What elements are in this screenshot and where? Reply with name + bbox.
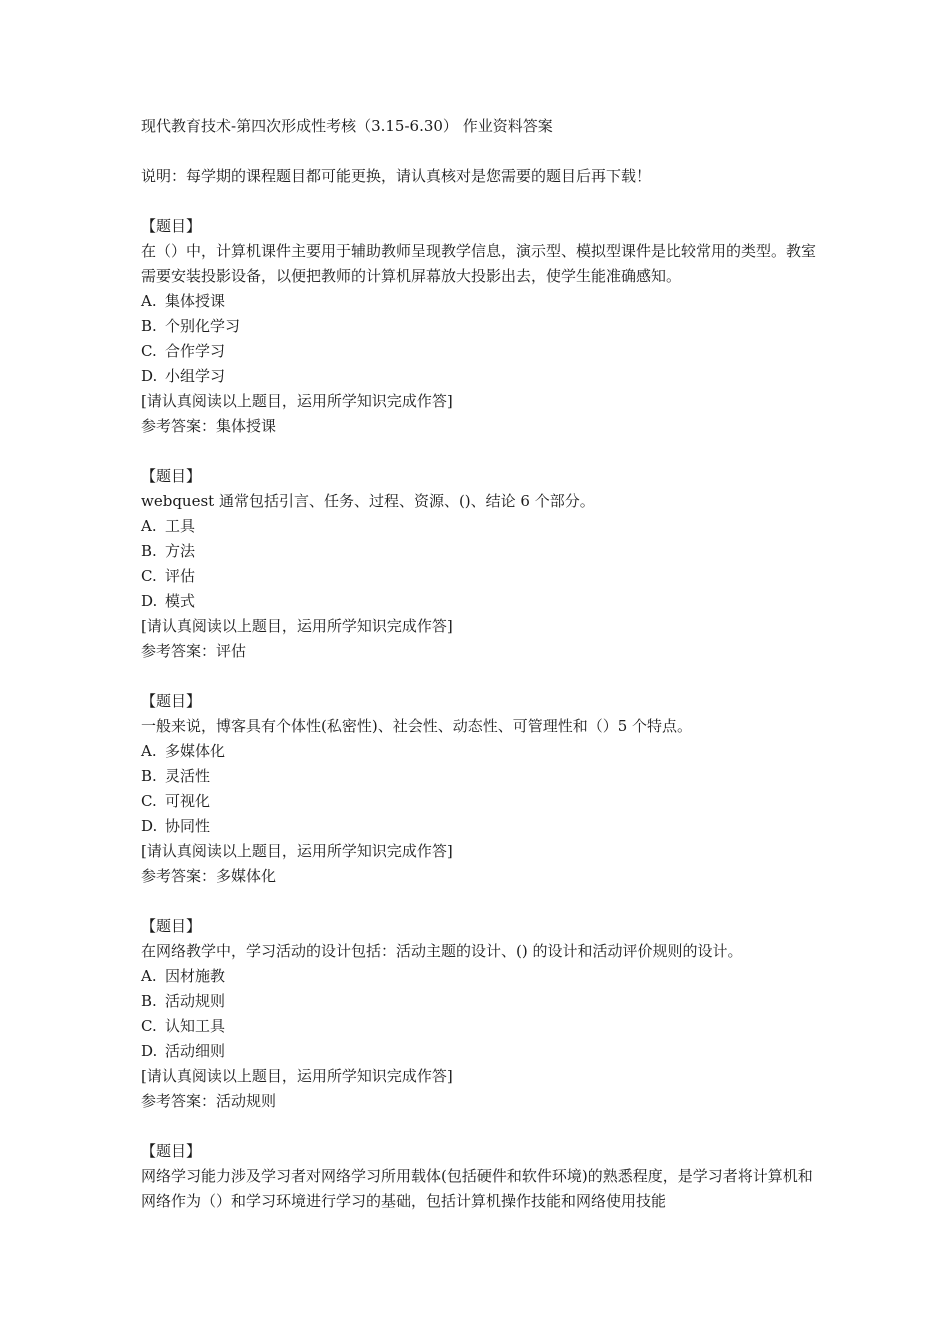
document-page	[141, 114, 821, 1239]
option-d	[141, 589, 821, 614]
reference-answer: 参考答案：评估	[141, 642, 247, 660]
option-b	[141, 989, 821, 1014]
question-heading: 【题目】	[141, 1142, 202, 1160]
option-letter: B.	[141, 317, 157, 335]
question-1	[141, 214, 821, 439]
option-c	[141, 564, 821, 589]
option-a	[141, 964, 821, 989]
option-d	[141, 814, 821, 839]
option-d	[141, 364, 821, 389]
option-letter: A.	[141, 292, 157, 310]
question-instruction: [请认真阅读以上题目，运用所学知识完成作答]	[141, 617, 453, 635]
option-c	[141, 1014, 821, 1039]
option-letter: A.	[141, 517, 157, 535]
option-text: 小组学习	[165, 367, 226, 385]
download-note: 说明：每学期的课程题目都可能更换，请认真核对是您需要的题目后再下载！	[141, 167, 652, 185]
option-letter: C.	[141, 1017, 157, 1035]
option-b	[141, 764, 821, 789]
option-a	[141, 514, 821, 539]
question-heading: 【题目】	[141, 692, 202, 710]
question-3	[141, 689, 821, 889]
option-letter: A.	[141, 742, 157, 760]
option-text: 模式	[165, 592, 196, 610]
option-text: 活动细则	[165, 1042, 226, 1060]
option-letter: C.	[141, 792, 157, 810]
option-text: 协同性	[165, 817, 211, 835]
option-letter: B.	[141, 542, 157, 560]
reference-answer: 参考答案：活动规则	[141, 1092, 277, 1110]
option-text: 多媒体化	[165, 742, 226, 760]
option-text: 因材施教	[165, 967, 226, 985]
question-heading: 【题目】	[141, 917, 202, 935]
question-stem: webquest 通常包括引言、任务、过程、资源、()、结论 6 个部分。	[141, 492, 595, 510]
option-d	[141, 1039, 821, 1064]
option-text: 个别化学习	[165, 317, 241, 335]
option-letter: C.	[141, 342, 157, 360]
option-b	[141, 314, 821, 339]
option-letter: D.	[141, 367, 158, 385]
option-text: 评估	[165, 567, 196, 585]
question-heading: 【题目】	[141, 217, 202, 235]
question-instruction: [请认真阅读以上题目，运用所学知识完成作答]	[141, 842, 453, 860]
option-b	[141, 539, 821, 564]
option-text: 可视化	[165, 792, 211, 810]
option-letter: B.	[141, 992, 157, 1010]
option-text: 方法	[165, 542, 196, 560]
option-letter: D.	[141, 817, 158, 835]
reference-answer: 参考答案：多媒体化	[141, 867, 277, 885]
document-title: 现代教育技术-第四次形成性考核（3.15-6.30） 作业资料答案	[141, 117, 553, 135]
question-stem: 网络学习能力涉及学习者对网络学习所用载体(包括硬件和软件环境)的熟悉程度，是学习者将计算机和网络作为（）和学习环境进行学习的基础，包括计算机操作技能和网络使用技能	[141, 1167, 813, 1210]
question-instruction: [请认真阅读以上题目，运用所学知识完成作答]	[141, 1067, 453, 1085]
option-a	[141, 739, 821, 764]
question-stem: 一般来说，博客具有个体性(私密性)、社会性、动态性、可管理性和（）5 个特点。	[141, 717, 693, 735]
question-5	[141, 1139, 821, 1214]
option-text: 集体授课	[165, 292, 226, 310]
reference-answer: 参考答案：集体授课	[141, 417, 277, 435]
question-stem: 在（）中，计算机课件主要用于辅助教师呈现教学信息，演示型、模拟型课件是比较常用的类型。教室需要安装投影设备，以便把教师的计算机屏幕放大投影出去，使学生能准确感知。	[141, 242, 817, 285]
option-text: 工具	[165, 517, 196, 535]
option-letter: D.	[141, 592, 158, 610]
option-c	[141, 789, 821, 814]
option-letter: C.	[141, 567, 157, 585]
option-letter: B.	[141, 767, 157, 785]
option-a	[141, 289, 821, 314]
question-heading: 【题目】	[141, 467, 202, 485]
option-text: 合作学习	[165, 342, 226, 360]
option-text: 活动规则	[165, 992, 226, 1010]
option-letter: D.	[141, 1042, 158, 1060]
question-stem: 在网络教学中，学习活动的设计包括：活动主题的设计、() 的设计和活动评价规则的设计。	[141, 942, 743, 960]
option-letter: A.	[141, 967, 157, 985]
option-text: 灵活性	[165, 767, 211, 785]
option-c	[141, 339, 821, 364]
question-2	[141, 464, 821, 664]
option-text: 认知工具	[165, 1017, 226, 1035]
question-instruction: [请认真阅读以上题目，运用所学知识完成作答]	[141, 392, 453, 410]
question-4	[141, 914, 821, 1114]
